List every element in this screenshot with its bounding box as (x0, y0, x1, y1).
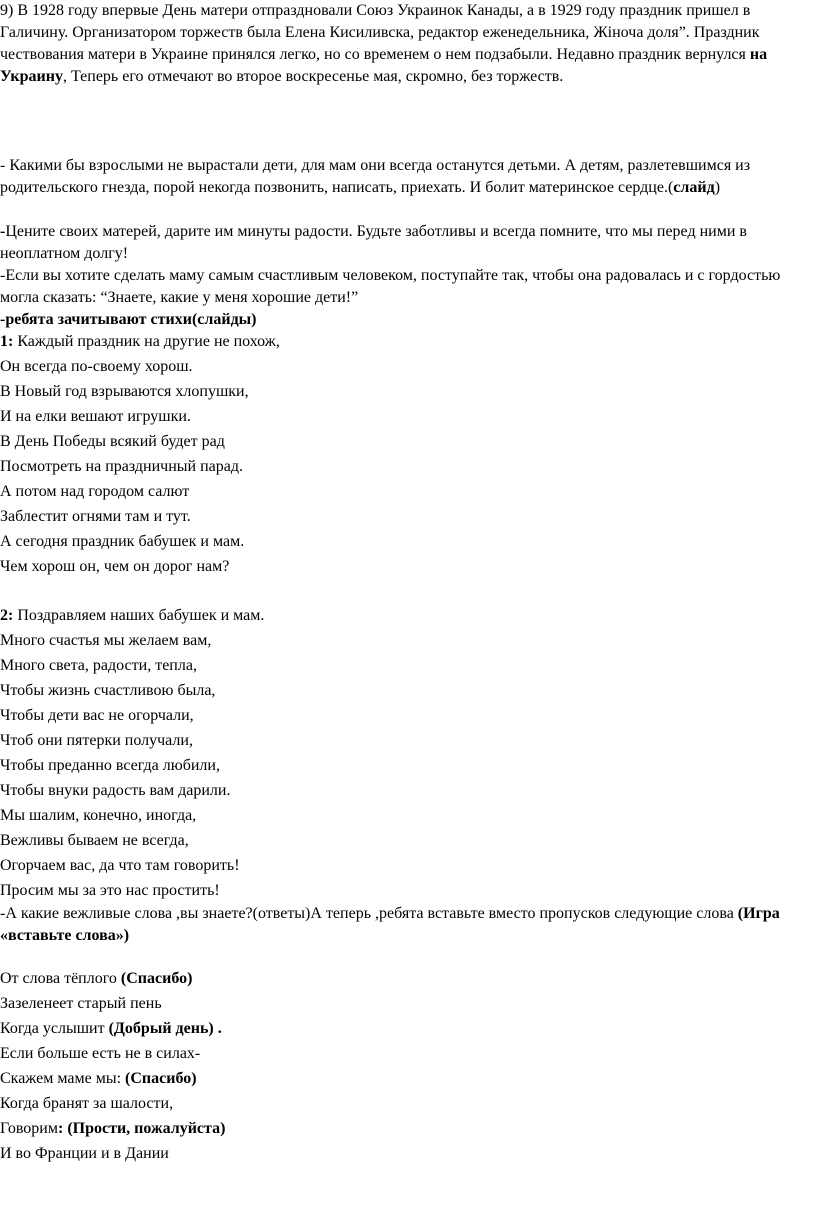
intro-paragraph (0, 0, 816, 88)
poem1-first-text: Каждый праздник на другие не похож, (13, 333, 280, 350)
game-poem-answer: (Спасибо) (125, 1070, 197, 1087)
game-poem-text: Когда услышит (0, 1020, 109, 1037)
game-poem-line-2 (0, 993, 162, 1015)
speech-paragraph-1 (0, 155, 816, 199)
game-poem-line-1 (0, 968, 192, 990)
poem2-line: Огорчаем вас, да что там говорить! (0, 857, 240, 874)
game-poem-text: Скажем маме мы: (0, 1070, 126, 1087)
poem2-first-line (0, 605, 264, 627)
game-poem-text: Когда бранят за шалости, (0, 1095, 174, 1112)
poem1-line: А сегодня праздник бабушек и мам. (0, 533, 245, 550)
intro-text-1: 9) В 1928 году впервые День матери отпраздновали Союз Украинок Канады, а в 1929 году праздник пришел в Галичину. Организатором торжеств была Елена Кисиливска, редактор еженедельника, Жiноча доля”. Праздник чествования матери в Украине принялся легко, но со временем о нем подзабыли. Недавно праздник вернулся (0, 2, 760, 63)
game-poem-line-7 (0, 1118, 225, 1140)
poem1-line: Он всегда по-своему хорош. (0, 358, 193, 375)
speech-p4-heading: -ребята зачитывают стихи(слайды) (0, 311, 257, 328)
speech-p3-text: -Если вы хотите сделать маму самым счастливым человеком, поступайте так, чтобы она радовалась и с гордостью могла сказать: “Знаете, какие у меня хорошие дети!” (0, 267, 781, 306)
poem1-line: А потом над городом салют (0, 483, 190, 500)
game-poem-line-8 (0, 1143, 169, 1165)
poem1-line: И на елки вешают игрушки. (0, 408, 191, 425)
poem1-line: Заблестит огнями там и тут. (0, 508, 191, 525)
intro-bold-ukraine: на Украину (0, 46, 768, 85)
game-poem-line-4 (0, 1043, 200, 1065)
game-intro-paragraph (0, 903, 816, 947)
game-poem-answer: (Спасибо) (120, 970, 193, 987)
poem2-line: Чтобы дети вас не огорчали, (0, 707, 194, 724)
speech-p1-slide: слайд (673, 179, 715, 196)
poem2-line: Много счастья мы желаем вам, (0, 632, 212, 649)
poem1-line: Чем хорош он, чем он дорог нам? (0, 558, 230, 575)
game-intro-bold: (Игра «вставьте слова») (0, 905, 780, 944)
poem1-line: В Новый год взрываются хлопушки, (0, 383, 249, 400)
game-intro-text: -А какие вежливые слова ,вы знаете?(ответы)А теперь ,ребята вставьте вместо пропусков следующие слова (0, 905, 738, 922)
game-poem-text: Зазеленеет старый пень (0, 995, 162, 1012)
speech-p2-text: Цените своих матерей, дарите им минуты радости. Будьте заботливы и всегда помните, что мы перед ними в неоплатном долгу! (0, 223, 747, 262)
poem1-line: В День Победы всякий будет рад (0, 433, 225, 450)
game-poem-text: Если больше есть не в силах- (0, 1045, 201, 1062)
poem2-line: Мы шалим, конечно, иногда, (0, 807, 197, 824)
speech-paragraph-2 (0, 221, 816, 265)
poem2-line: Вежливы бываем не всегда, (0, 832, 189, 849)
game-poem-line-3 (0, 1018, 222, 1040)
game-poem-line-6 (0, 1093, 173, 1115)
speech-paragraph-4 (0, 309, 816, 331)
poem2-line: Чтобы внуки радость вам дарили. (0, 782, 231, 799)
poem2-number: 2: (0, 607, 14, 624)
speech-p1-end: ) (714, 179, 721, 196)
game-poem-text: И во Франции и в Дании (0, 1145, 169, 1162)
game-poem-answer: : (Прости, пожалуйста) (57, 1120, 226, 1137)
game-poem-text: Говорим (0, 1120, 58, 1137)
game-poem-line-5 (0, 1068, 197, 1090)
intro-text-2: , Теперь его отмечают во второе воскресенье мая, скромно, без торжеств. (62, 68, 564, 85)
poem2-line: Чтобы преданно всегда любили, (0, 757, 220, 774)
poem1-line: Посмотреть на праздничный парад. (0, 458, 243, 475)
poem1-number: 1: (0, 333, 14, 350)
poem2-line: Чтобы жизнь счастливою была, (0, 682, 216, 699)
poem2-line: Просим мы за это нас простить! (0, 882, 220, 899)
game-poem-answer: (Добрый день) . (108, 1020, 222, 1037)
poem2-line: Чтоб они пятерки получали, (0, 732, 193, 749)
speech-p2-dash: - (0, 223, 6, 240)
poem1-first-line (0, 331, 280, 353)
poem2-first-text: Поздравляем наших бабушек и мам. (13, 607, 265, 624)
speech-paragraph-3 (0, 265, 816, 309)
game-poem-text: От слова тёплого (0, 970, 121, 987)
speech-p1-text: - Какими бы взрослыми не вырастали дети, для мам они всегда останутся детьми. А детям, разлетевшимся из родительского гнезда, порой некогда позвонить, написать, приехать. И болит материнское сердце.( (0, 157, 751, 196)
poem2-line: Много света, радости, тепла, (0, 657, 197, 674)
